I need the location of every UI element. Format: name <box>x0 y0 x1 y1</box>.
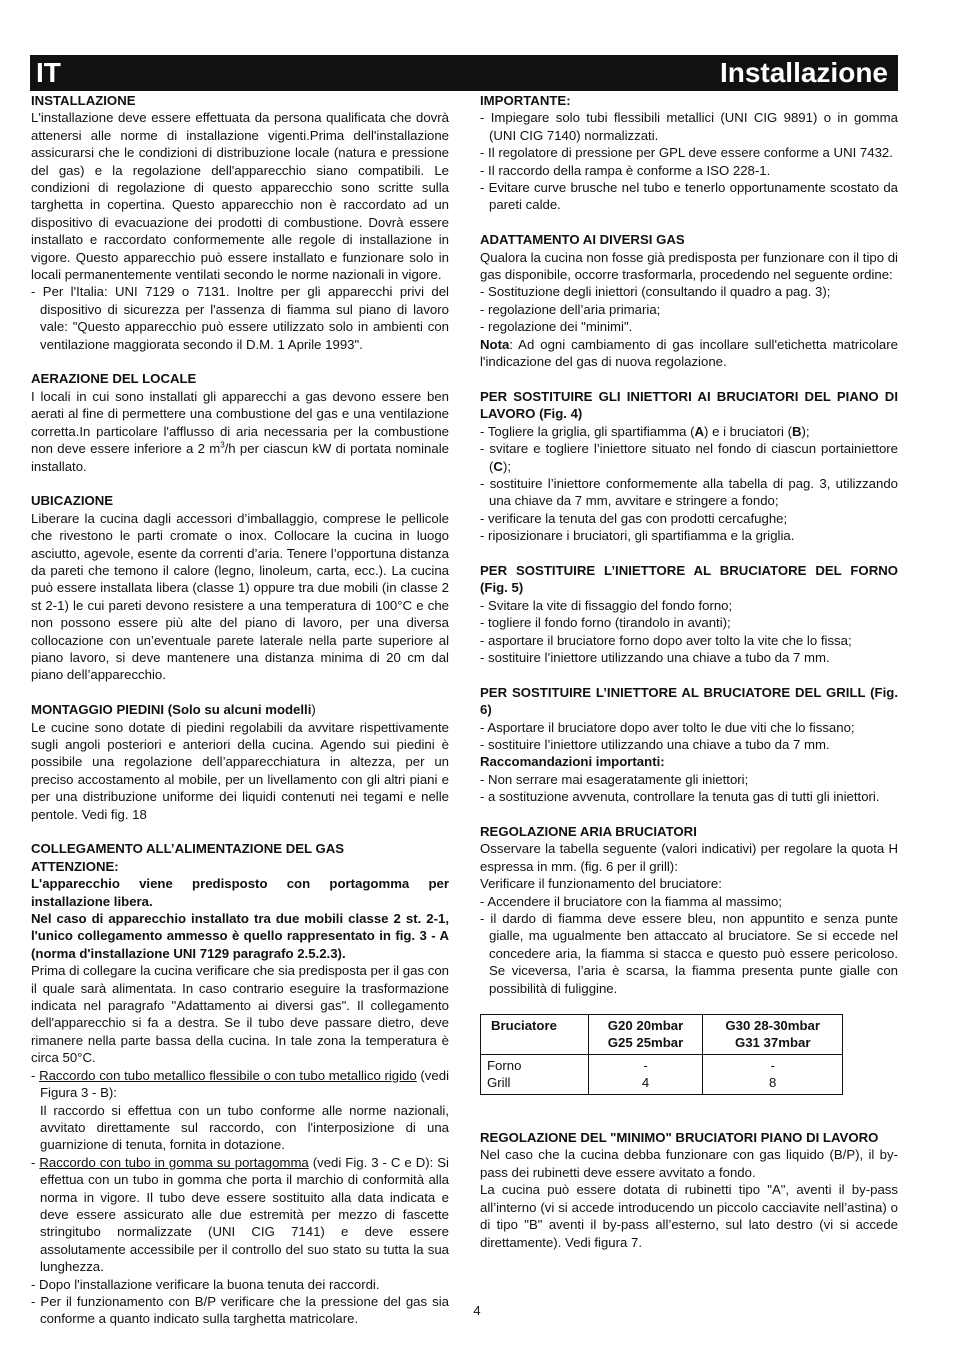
section-title-installazione: INSTALLAZIONE <box>31 93 136 108</box>
paragraph-collegamento: Prima di collegare la cucina verificare che sia predisposta per il gas con il quale sarà alimentata. In caso contrario eseguire la trasformazione indicata nel paragrafo "Adattamento ai diversi gas". Il collegamento dell'apparecchio si fa a destra. Se il tubo deve passare dietro, deve rimanere nella parte bassa della cucina. In tale zona la temperatura è circa 50°C. <box>31 963 449 1066</box>
section-title-grill: PER SOSTITUIRE L’INIETTORE AL BRUCIATORE DEL GRILL (Fig. 6) <box>480 684 898 718</box>
paragraph-regolazione: Verificare il funzionamento del bruciatore: <box>480 876 722 892</box>
list-item: - sostituire l’iniettore utilizzando una chiave a tubo da 7 mm. <box>480 649 830 665</box>
nota: Nota: Ad ogni cambiamento di gas incollare sull'etichetta matricolare l'indicazione del gas di nuova regolazione. <box>480 336 898 370</box>
list-item: - Il raccordo della rampa è conforme a ISO 228-1. <box>480 162 771 178</box>
page-number: 4 <box>473 1303 481 1318</box>
paragraph-regolazione: Osservare la tabella seguente (valori indicativi) per regolare la quota H espressa in mm. (fig. 6 per il grill): <box>480 841 898 874</box>
section-title-minimo: REGOLAZIONE DEL "MINIMO" BRUCIATORI PIANO DI LAVORO <box>480 1130 879 1146</box>
list-item: - regolazione dei "minimi". <box>480 319 633 335</box>
section-title-ubicazione: UBICAZIONE <box>31 493 114 509</box>
table-cell: Forno Grill <box>481 1054 589 1094</box>
table-header: Bruciatore <box>481 1015 589 1055</box>
section-title-collegamento: COLLEGAMENTO ALL’ALIMENTAZIONE DEL GAS <box>31 841 345 857</box>
paragraph-minimo: Nel caso che la cucina debba funzionare con gas liquido (B/P), il by-pass dei rubinetti deve essere avvitato a fondo. <box>480 1147 898 1180</box>
paragraph-minimo: La cucina può essere dotata di rubinetti tipo "A", aventi il by-pass all’interno (vi si accede introducendo un piccolo cacciavite nell’astina) o di tipo "B" aventi il by-pass all’esterno, sul lato destro (vi si accede direttamente). Vedi figura 7. <box>480 1182 898 1250</box>
section-title-regolazione: REGOLAZIONE ARIA BRUCIATORI <box>480 823 697 839</box>
section-title-importante: IMPORTANTE: <box>480 93 571 108</box>
list-item: - regolazione dell’aria primaria; <box>480 301 661 317</box>
table-row <box>481 1054 843 1094</box>
table-header: G30 28-30mbar G31 37mbar <box>703 1015 843 1055</box>
list-item: - Svitare la vite di fissaggio del fondo forno; <box>480 597 733 613</box>
warning-text: L'apparecchio viene predisposto con portagomma per installazione libera. <box>31 876 449 909</box>
list-item: - Evitare curve brusche nel tubo e tenerlo opportunamente scostato da pareti calde. <box>480 180 898 213</box>
table-cell: - 8 <box>703 1054 843 1094</box>
list-item: - verificare la tenuta del gas con prodotti cercafughe; <box>480 510 788 526</box>
attenzione-label: ATTENZIONE: <box>31 858 119 874</box>
section-title-piano: PER SOSTITUIRE GLI INIETTORI AI BRUCIATORI DEL PIANO DI LAVORO (Fig. 4) <box>480 388 898 422</box>
list-item: - svitare e togliere l’iniettore situato nel fondo di ciascun portainiettore (C); <box>480 441 898 474</box>
warning-text: Nel caso di apparecchio installato tra due mobili classe 2 st. 2-1, l'unico collegamento ammesso è quello rappresentato in fig. 3 - A (norma d'installazione UNI 7129 paragrafo 2.5.2.3). <box>31 911 449 961</box>
page-title: Installazione <box>719 57 888 88</box>
list-item: - Asportare il bruciatore dopo aver tolto le due viti che lo fissano; <box>480 719 855 735</box>
section-title-forno: PER SOSTITUIRE L’INIETTORE AL BRUCIATORE DEL FORNO (Fig. 5) <box>480 562 898 596</box>
paragraph-adattamento: Qualora la cucina non fosse già predisposta per funzionare con il tipo di gas disponibile, occorre trasformarla, procedendo nel seguente ordine: <box>480 249 898 283</box>
list-item: - Il regolatore di pressione per GPL deve essere conforme a UNI 7432. <box>480 145 893 161</box>
list-item: - Sostituzione degli iniettori (consultando il quadro a pag. 3); <box>480 284 831 300</box>
raccomandazioni-title: Raccomandazioni importanti: <box>480 754 665 770</box>
section-title-montaggio: MONTAGGIO PIEDINI (Solo su alcuni modelli) <box>31 702 316 718</box>
table-header: G20 20mbar G25 25mbar <box>588 1015 703 1055</box>
burner-air-table <box>480 1014 843 1095</box>
list-item: - Raccordo con tubo in gomma su portagomma (vedi Fig. 3 - C e D): Si effettua con un tubo in gomma che porta il marchio di conformità alla norma in vigore. Il tubo deve essere sostituito alla data indicata e deve essere assicurato alle due estremità per mezzo di fascette stringitubo normalizzate (UNI CIG 7141) e deve essere assolutamente accessibile per il controllo del suo stato su tutta la sua lunghezza. <box>31 1154 449 1275</box>
paragraph-installazione: L'installazione deve essere effettuata da persona qualificata che dovrà attenersi alle norme di installazione vigenti.Prima dell'installazione assicurarsi che le condizioni di distribuzione locale (natura e pressione del gas) e la regolazione dell'apparecchio siano compatibili. Le condizioni di regolazione di questo apparecchio sono scritte sulla targhetta in copertina. Questo apparecchio non è raccordato ad un dispositivo di evacuazione dei prodotti di combustione. Dovrà essere installato e raccordato conformemente alle regole di installazione in vigore. Questo apparecchio può essere installato e funzionare solo in locali permanentemente ventilati secondo le norme nazionali in vigore. <box>31 110 449 283</box>
list-item: - a sostituzione avvenuta, controllare la tenuta gas di tutti gli iniettori. <box>480 789 880 805</box>
list-item: - Raccordo con tubo metallico flessibile o con tubo metallico rigido (vedi Figura 3 - B): Il raccordo si effettua con un tubo conforme alle norme nazionali, avvitato direttamente sul raccordo, con l'interposizione di una guarnizione di tenuta, fornita in dotazione. <box>31 1067 449 1153</box>
list-item: - Impiegare solo tubi flessibili metallici (UNI CIG 9891) o in gomma (UNI CIG 7140) normalizzati. <box>480 110 898 143</box>
page-header <box>30 55 898 91</box>
language-code: IT <box>36 57 61 88</box>
list-item: - Per l'Italia: UNI 7129 o 7131. Inoltre per gli apparecchi privi del dispositivo di sicurezza per l'assenza di fiamma sul piano di lavoro vale: "Questo apparecchio può essere utilizzato solo in ambienti con ventilazione maggiorata secondo il D.M. 1 Aprile 1993". <box>31 284 449 352</box>
table-cell: - 4 <box>588 1054 703 1094</box>
paragraph-aerazione: I locali in cui sono installati gli apparecchi a gas devono essere ben aerati al fine di permettere una combustione del gas e una ventilazione corretta.In particolare l'afflusso di aria necessaria per la combustione non deve essere inferiore a 2 $m^3/h$ per ciascun kW di portata nominale installato. <box>31 388 449 474</box>
list-item: - togliere il fondo forno (tirandolo in avanti); <box>480 615 731 631</box>
list-item: - sostituire l’iniettore utilizzando una chiave a tubo da 7 mm. <box>480 736 830 752</box>
list-item: - Non serrare mai esageratamente gli iniettori; <box>480 771 749 787</box>
paragraph-montaggio: Le cucine sono dotate di piedini regolabili da avvitare rispettivamente sugli angoli posteriori e anteriori della cucina. Agendo sui piedini è possibile una regolazione dell’apparecchiatura in altezza, per un preciso accostamento al mobile, per un livellamento con gli altri piani e per una distribuzione uniforme dei liquidi contenuti nei tegami e nelle pentole. Vedi fig. 18 <box>31 719 449 822</box>
paragraph-ubicazione: Liberare la cucina dagli accessori d’imballaggio, comprese le pellicole che rivestono le parti cromate o inox. Collocare la cucina in luogo asciutto, agevole, esente da correnti d’aria. Tenere l’opportuna distanza da pareti che temono il calore (legno, linoleum, carta, ecc.). La cucina può essere installata libera (classe 1) oppure tra due mobili (in classe 2 st 2-1) le cui pareti devono resistere a una temperatura di 100°C e che non possono essere più alte del piano di lavoro, per una diversa collocazione con un’eventuale parete laterale nella parte superiore al piano lavoro, si deve mantenere una distanza minima di 20 cm dal piano dell’apparecchio. <box>31 510 449 683</box>
table-header-row <box>481 1015 843 1055</box>
list-item: - Accendere il bruciatore con la fiamma al massimo; <box>480 893 782 909</box>
list-item: - sostituire l’iniettore conformemente alla tabella di pag. 3, utilizzando una chiave da 7 mm, avvitare e stringere a fondo; <box>480 475 898 509</box>
section-title-adattamento: ADATTAMENTO AI DIVERSI GAS <box>480 232 685 248</box>
list-item: - Dopo l'installazione verificare la buona tenuta dei raccordi. <box>31 1276 380 1292</box>
section-title-aerazione: AERAZIONE DEL LOCALE <box>31 371 197 387</box>
list-item: - Togliere la griglia, gli spartifiamma (A) e i bruciatori (B); <box>480 423 810 439</box>
list-item: - asportare il bruciatore forno dopo aver tolto la vite che lo fissa; <box>480 632 852 648</box>
list-item: - Per il funzionamento con B/P verificare che la pressione del gas sia conforme a quanto indicato sulla targhetta matricolare. <box>31 1293 449 1327</box>
list-item: - il dardo di fiamma deve essere bleu, non appuntito e senza punte gialle, ma ugualmente ben attaccato al bruciatore. Se si eccede nel concedere aria, la fiamma si stacca e questo può essere pericoloso. Se viceversa, l’aria è scarsa, la fiamma presenta punte gialle con possibilità di fuliggine. <box>480 911 898 996</box>
right-column <box>480 92 898 1251</box>
left-column <box>31 92 449 1328</box>
list-item: - riposizionare i bruciatori, gli spartifiamma e la griglia. <box>480 528 795 544</box>
